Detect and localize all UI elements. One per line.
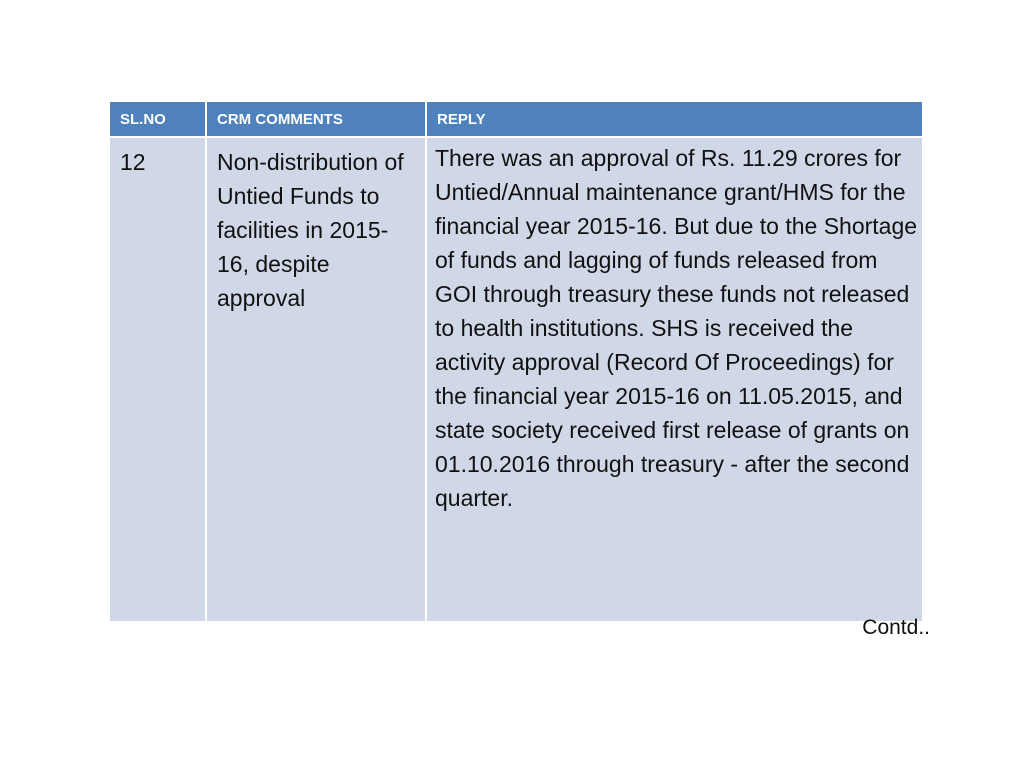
table-row [110, 137, 922, 621]
header-slno: SL.NO [110, 102, 206, 137]
cell-crm-comment: Non-distribution of Untied Funds to facilities in 2015-16, despite approval [206, 137, 426, 621]
table-header [110, 102, 922, 137]
continued-label: Contd.. [862, 616, 930, 639]
cell-reply: There was an approval of Rs. 11.29 crores for Untied/Annual maintenance grant/HMS for the financial year 2015-16. But due to the Shortage of funds and lagging of funds released from GOI through treasury these funds not released to health institutions. SHS is received the activity approval (Record Of Proceedings) for the financial year 2015-16 on 11.05.2015, and state society received first release of grants on 01.10.2016 through treasury - after the second quarter. [426, 137, 922, 621]
crm-reply-table [110, 102, 922, 621]
header-row [110, 102, 922, 137]
header-crm-comments: CRM COMMENTS [206, 102, 426, 137]
header-reply: REPLY [426, 102, 922, 137]
table-body [110, 137, 922, 621]
cell-slno: 12 [110, 137, 206, 621]
